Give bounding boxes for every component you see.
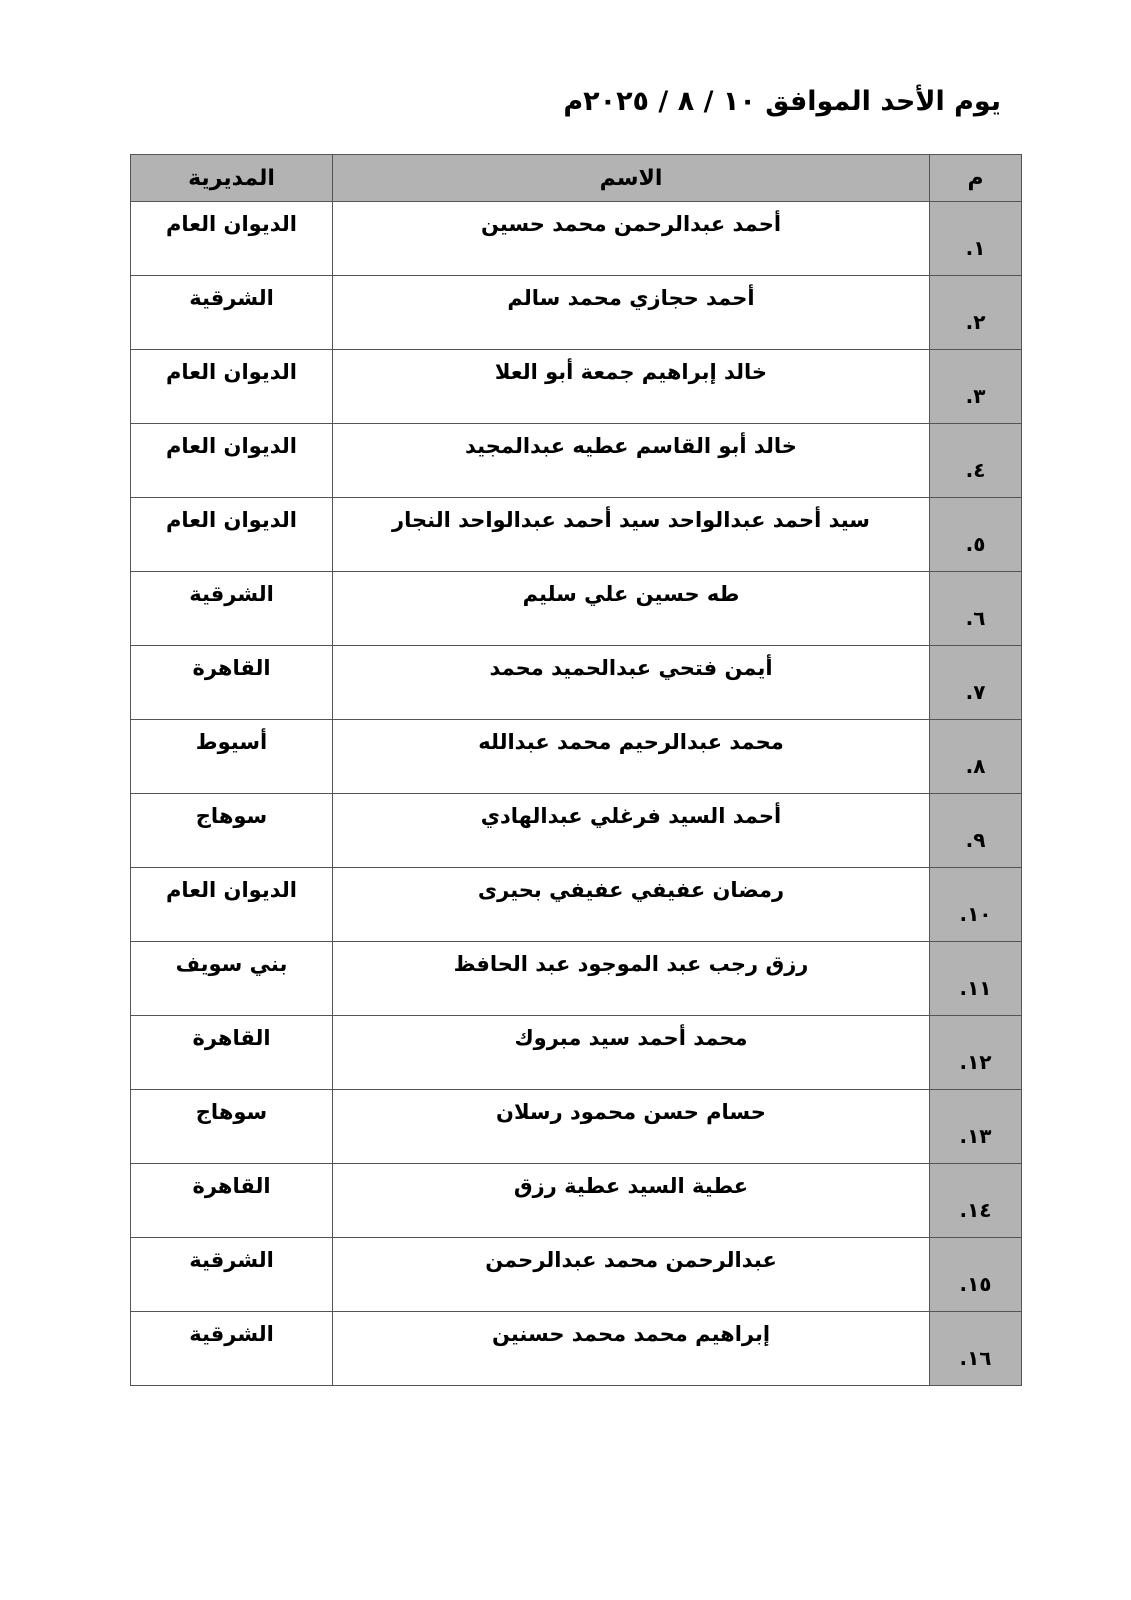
column-header-name: الاسم: [333, 155, 930, 202]
row-name-cell: أحمد حجازي محمد سالم: [333, 276, 930, 350]
table-row: [131, 424, 1022, 498]
table-row: [131, 1164, 1022, 1238]
table-row: [131, 276, 1022, 350]
row-name-cell: طه حسين علي سليم: [333, 572, 930, 646]
row-directorate-cell: الديوان العام: [131, 498, 333, 572]
row-number-cell: ١.: [930, 202, 1022, 276]
table-row: [131, 498, 1022, 572]
row-name-cell: خالد أبو القاسم عطيه عبدالمجيد: [333, 424, 930, 498]
table-row: [131, 646, 1022, 720]
table-header-row: [131, 155, 1022, 202]
row-name-cell: رزق رجب عبد الموجود عبد الحافظ: [333, 942, 930, 1016]
row-name-cell: سيد أحمد عبدالواحد سيد أحمد عبدالواحد النجار: [333, 498, 930, 572]
row-directorate-cell: الشرقية: [131, 1312, 333, 1386]
row-name-cell: أحمد عبدالرحمن محمد حسين: [333, 202, 930, 276]
row-directorate-cell: الديوان العام: [131, 202, 333, 276]
column-header-directorate: المديرية: [131, 155, 333, 202]
row-directorate-cell: القاهرة: [131, 1016, 333, 1090]
row-number-cell: ١٣.: [930, 1090, 1022, 1164]
row-name-cell: خالد إبراهيم جمعة أبو العلا: [333, 350, 930, 424]
row-number-cell: ٥.: [930, 498, 1022, 572]
row-directorate-cell: سوهاج: [131, 1090, 333, 1164]
row-number-cell: ١٢.: [930, 1016, 1022, 1090]
row-directorate-cell: الديوان العام: [131, 868, 333, 942]
document-title: يوم الأحد الموافق ١٠ / ٨ / ٢٠٢٥م: [563, 86, 1001, 117]
row-directorate-cell: بني سويف: [131, 942, 333, 1016]
row-number-cell: ٣.: [930, 350, 1022, 424]
row-name-cell: محمد أحمد سيد مبروك: [333, 1016, 930, 1090]
row-name-cell: حسام حسن محمود رسلان: [333, 1090, 930, 1164]
row-name-cell: أيمن فتحي عبدالحميد محمد: [333, 646, 930, 720]
table-row: [131, 868, 1022, 942]
row-number-cell: ١٤.: [930, 1164, 1022, 1238]
row-directorate-cell: الديوان العام: [131, 350, 333, 424]
row-number-cell: ٤.: [930, 424, 1022, 498]
row-number-cell: ٢.: [930, 276, 1022, 350]
row-directorate-cell: سوهاج: [131, 794, 333, 868]
table-row: [131, 720, 1022, 794]
row-name-cell: رمضان عفيفي عفيفي بحيرى: [333, 868, 930, 942]
row-name-cell: عطية السيد عطية رزق: [333, 1164, 930, 1238]
row-number-cell: ١٠.: [930, 868, 1022, 942]
table-row: [131, 942, 1022, 1016]
row-name-cell: أحمد السيد فرغلي عبدالهادي: [333, 794, 930, 868]
row-name-cell: محمد عبدالرحيم محمد عبدالله: [333, 720, 930, 794]
row-directorate-cell: الشرقية: [131, 572, 333, 646]
row-number-cell: ١١.: [930, 942, 1022, 1016]
row-number-cell: ٨.: [930, 720, 1022, 794]
table-row: [131, 1238, 1022, 1312]
row-directorate-cell: الشرقية: [131, 1238, 333, 1312]
row-number-cell: ١٦.: [930, 1312, 1022, 1386]
roster-table: [130, 154, 1022, 1386]
table-row: [131, 350, 1022, 424]
row-name-cell: عبدالرحمن محمد عبدالرحمن: [333, 1238, 930, 1312]
table-row: [131, 572, 1022, 646]
column-header-number: م: [930, 155, 1022, 202]
row-directorate-cell: الشرقية: [131, 276, 333, 350]
row-number-cell: ١٥.: [930, 1238, 1022, 1312]
row-directorate-cell: القاهرة: [131, 1164, 333, 1238]
row-number-cell: ٦.: [930, 572, 1022, 646]
table-row: [131, 202, 1022, 276]
row-number-cell: ٧.: [930, 646, 1022, 720]
row-directorate-cell: القاهرة: [131, 646, 333, 720]
row-number-cell: ٩.: [930, 794, 1022, 868]
row-name-cell: إبراهيم محمد محمد حسنين: [333, 1312, 930, 1386]
table-row: [131, 794, 1022, 868]
table-row: [131, 1090, 1022, 1164]
table-row: [131, 1016, 1022, 1090]
row-directorate-cell: الديوان العام: [131, 424, 333, 498]
table-row: [131, 1312, 1022, 1386]
row-directorate-cell: أسيوط: [131, 720, 333, 794]
